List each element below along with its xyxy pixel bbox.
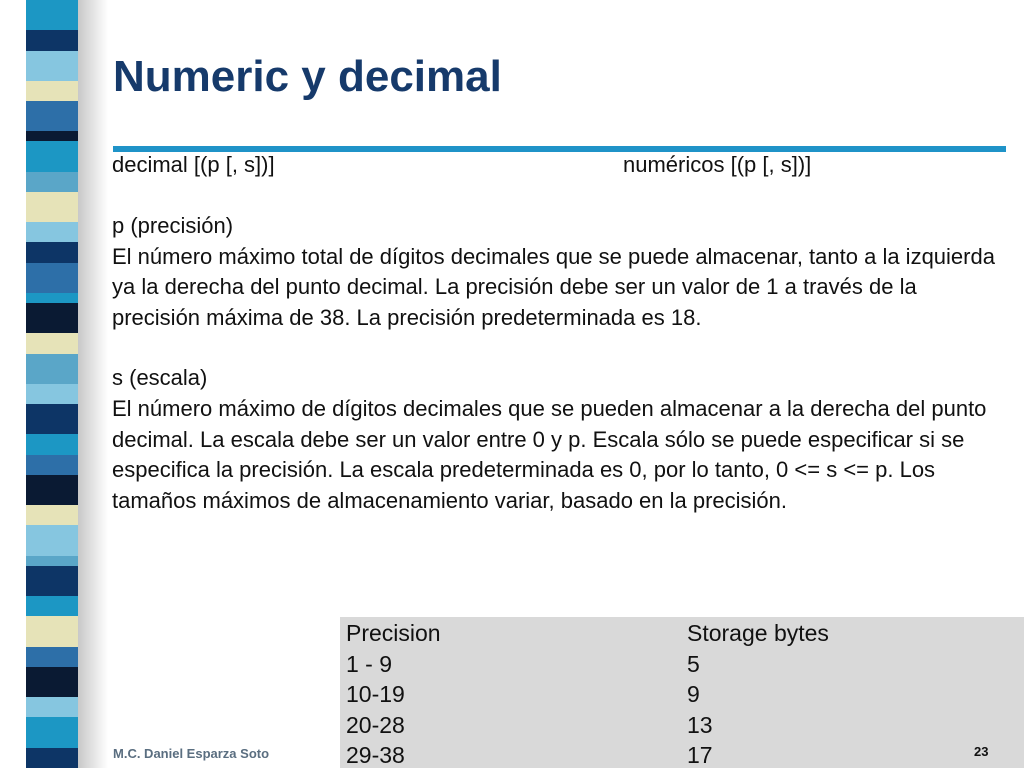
storage-size-table xyxy=(340,617,1024,768)
storage-bytes-cell: 17 xyxy=(687,742,713,768)
column-header-storage-bytes: Storage bytes xyxy=(687,620,829,646)
strip-block xyxy=(26,131,78,141)
strip-block xyxy=(26,0,78,30)
strip-block xyxy=(26,525,78,555)
strip-block xyxy=(26,263,78,293)
slide-title: Numeric y decimal xyxy=(113,52,502,101)
strip-block xyxy=(26,384,78,404)
strip-block xyxy=(26,101,78,131)
strip-block xyxy=(26,647,78,667)
strip-block xyxy=(26,354,78,384)
table-header-row xyxy=(340,617,1024,648)
side-strip-shadow xyxy=(78,0,108,768)
storage-bytes-cell: 5 xyxy=(687,650,700,677)
storage-bytes-cell: 9 xyxy=(687,681,700,707)
column-header-precision: Precision xyxy=(346,620,441,646)
strip-block xyxy=(26,293,78,303)
scale-description: El número máximo de dígitos decimales que se pueden almacenar a la derecha del punto decimal. La escala debe ser un valor entre 0 y p. Escala sólo se puede especificar si se especifica la precisión. La escala predeterminada es 0, por lo tanto, 0 <= s <= p. Los tamaños máximos de almacenamiento variar, basado en la precisión. xyxy=(112,395,987,513)
precision-heading: p (precisión) xyxy=(112,213,234,238)
strip-block xyxy=(26,455,78,475)
table-row xyxy=(340,709,1024,740)
strip-block xyxy=(26,616,78,646)
precision-cell: 29-38 xyxy=(346,742,405,768)
strip-block xyxy=(26,505,78,525)
page-number: 23 xyxy=(974,744,989,759)
precision-description: El número máximo total de dígitos decimales que se puede almacenar, tanto a la izquierda ya la derecha del punto decimal. La precisión debe ser un valor de 1 a través de la precisión máxima de 38. La precisión predeterminada es 18. xyxy=(112,243,995,330)
table-row xyxy=(340,739,1024,770)
spacer xyxy=(112,181,1002,211)
syntax-row xyxy=(112,150,1002,181)
strip-block xyxy=(26,30,78,50)
strip-block xyxy=(26,222,78,242)
strip-block xyxy=(26,717,78,747)
strip-block xyxy=(26,596,78,616)
strip-block xyxy=(26,475,78,505)
strip-block xyxy=(26,748,78,768)
strip-block xyxy=(26,303,78,333)
decorative-side-strip xyxy=(26,0,78,768)
strip-block xyxy=(26,697,78,717)
spacer xyxy=(112,333,1002,363)
strip-block xyxy=(26,141,78,171)
strip-block xyxy=(26,434,78,454)
strip-block xyxy=(26,404,78,434)
strip-block xyxy=(26,333,78,353)
syntax-decimal: decimal [(p [, s])] xyxy=(112,152,275,177)
strip-block xyxy=(26,667,78,697)
scale-heading: s (escala) xyxy=(112,365,208,391)
strip-block xyxy=(26,242,78,262)
slide-body xyxy=(112,150,1002,516)
table-row xyxy=(340,678,1024,709)
precision-cell: 10-19 xyxy=(346,681,405,707)
strip-block xyxy=(26,556,78,566)
strip-block xyxy=(26,192,78,222)
strip-block xyxy=(26,81,78,101)
footer-author: M.C. Daniel Esparza Soto xyxy=(113,746,270,761)
strip-block xyxy=(26,172,78,192)
strip-block xyxy=(26,51,78,81)
storage-bytes-cell: 13 xyxy=(687,711,713,738)
table-row xyxy=(340,648,1024,679)
precision-cell: 1 - 9 xyxy=(346,650,393,677)
strip-block xyxy=(26,566,78,596)
precision-cell: 20-28 xyxy=(346,711,405,738)
syntax-numeric: numéricos [(p [, s])] xyxy=(623,152,812,177)
